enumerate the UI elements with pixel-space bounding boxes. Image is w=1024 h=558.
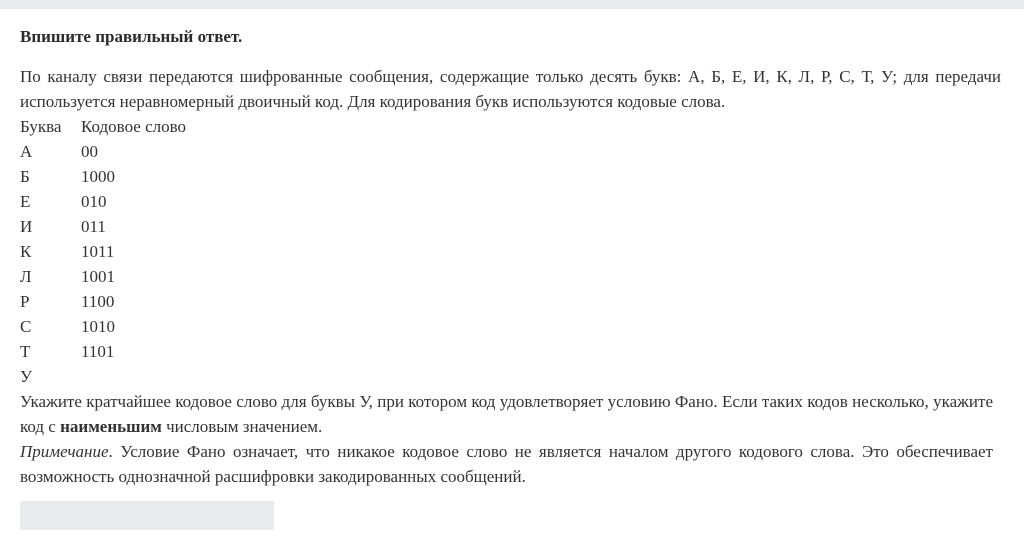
task-note [20, 439, 993, 489]
letter-cell: Л [20, 267, 32, 286]
table-row [20, 314, 186, 339]
note-label: Примечание [20, 442, 109, 461]
top-bar [0, 0, 1024, 9]
letter-cell: К [20, 242, 32, 261]
table-row [20, 214, 186, 239]
table-row [20, 339, 186, 364]
table-row [20, 289, 186, 314]
table-row [20, 189, 186, 214]
task-content [20, 24, 1001, 489]
task-question [20, 389, 993, 439]
codeword-cell: 1000 [81, 167, 115, 186]
letter-cell: Р [20, 292, 30, 311]
letter-cell: У [20, 367, 33, 386]
header-letter: Буква [20, 117, 62, 136]
letter-cell: Т [20, 342, 31, 361]
codeword-cell: 1100 [81, 292, 115, 311]
letter-cell: А [20, 142, 33, 161]
codeword-cell: 1011 [81, 242, 115, 261]
codeword-cell: 010 [81, 192, 107, 211]
letter-cell: С [20, 317, 32, 336]
table-row [20, 239, 186, 264]
letter-cell: Б [20, 167, 30, 186]
letter-cell: Е [20, 192, 31, 211]
note-text: . Условие Фано означает, что никакое кодовое слово не является началом другого кодового слова. Это обеспечивает возможность однозначной расшифровки закодированных сообщений. [20, 442, 993, 486]
table-row [20, 139, 186, 164]
task-intro: По каналу связи передаются шифрованные сообщения, содержащие только десять букв: А, Б, Е, И, К, Л, Р, С, Т, У; для передачи используется неравномерный двоичный код. Для кодирования букв используются кодовые слова. [20, 67, 1001, 111]
letter-cell: И [20, 217, 33, 236]
code-table [20, 114, 186, 389]
question-text-end: числовым значением. [161, 417, 323, 436]
answer-input[interactable] [20, 501, 274, 530]
table-row [20, 364, 186, 389]
codeword-cell: 1001 [81, 267, 115, 286]
codeword-cell [81, 364, 186, 389]
question-emphasis: наименьшим [60, 417, 162, 436]
question-text: Укажите кратчайшее кодовое слово для буквы У, при котором код удовлетворяет условию Фано. Если таких кодов несколько, укажите код с [20, 392, 993, 436]
codeword-cell: 00 [81, 142, 98, 161]
codeword-cell: 1010 [81, 317, 115, 336]
table-row [20, 264, 186, 289]
codeword-cell: 011 [81, 217, 106, 236]
codeword-cell: 1101 [81, 342, 115, 361]
code-table-body [20, 139, 186, 389]
table-header-row [20, 114, 186, 139]
header-codeword: Кодовое слово [81, 117, 187, 136]
table-row [20, 164, 186, 189]
task-title: Впишите правильный ответ. [20, 27, 243, 46]
